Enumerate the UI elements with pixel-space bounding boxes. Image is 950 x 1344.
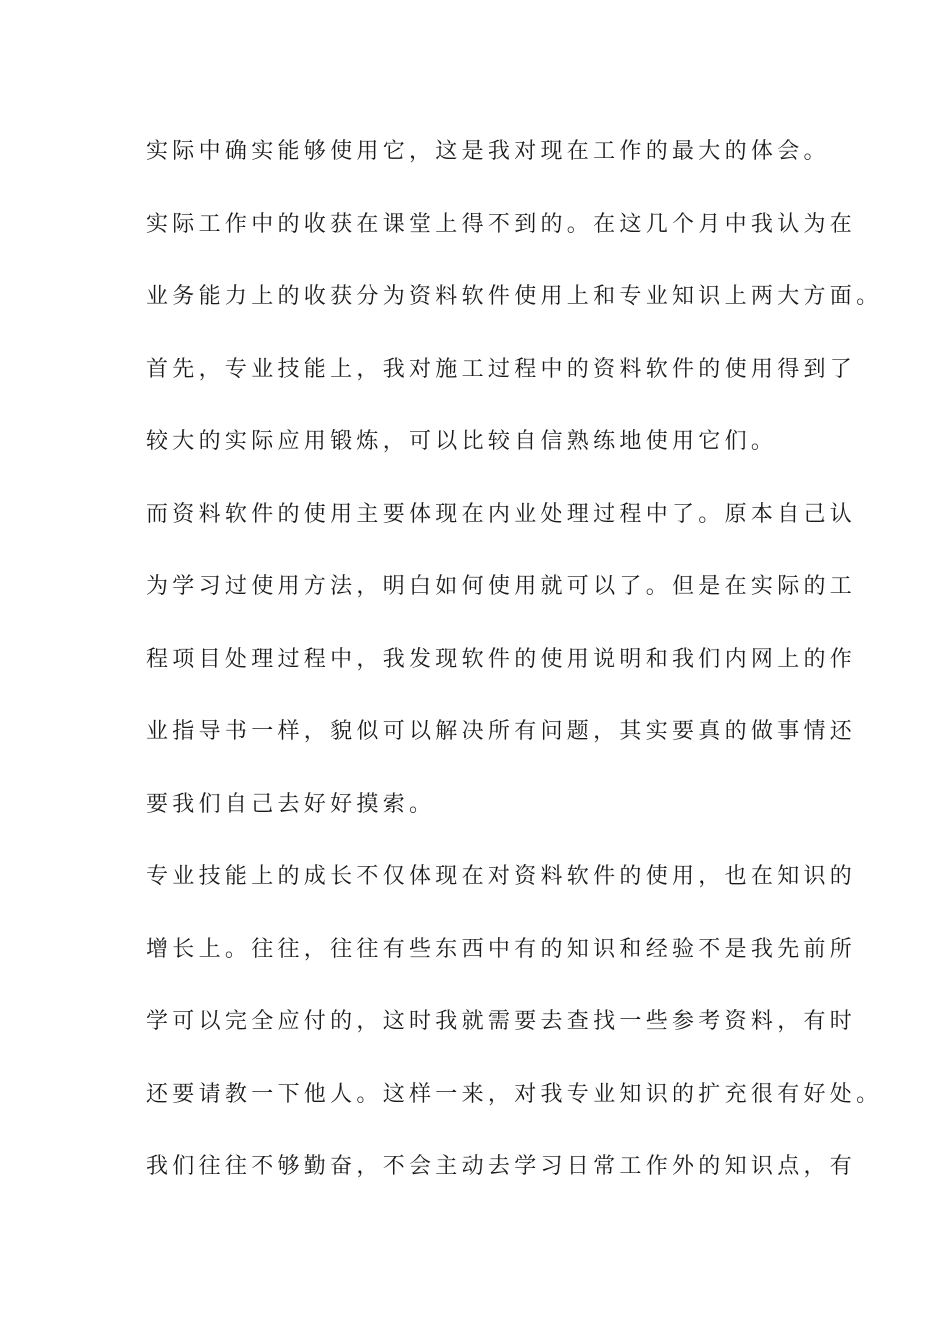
text-line: 程项目处理过程中，我发现软件的使用说明和我们内网上的作 <box>146 647 857 672</box>
text-line: 增长上。往往，往往有些东西中有的知识和经验不是我先前所 <box>146 937 857 962</box>
text-line: 较大的实际应用锻炼，可以比较自信熟练地使用它们。 <box>146 429 778 454</box>
text-line: 而资料软件的使用主要体现在内业处理过程中了。原本自己认 <box>146 502 857 527</box>
text-line: 业指导书一样，貌似可以解决所有问题，其实要真的做事情还 <box>146 719 857 744</box>
text-line: 我们往往不够勤奋，不会主动去学习日常工作外的知识点，有 <box>146 1154 857 1179</box>
text-line: 学可以完全应付的，这时我就需要去查找一些参考资料，有时 <box>146 1009 857 1034</box>
text-line: 为学习过使用方法，明白如何使用就可以了。但是在实际的工 <box>146 574 857 599</box>
text-line: 业务能力上的收获分为资料软件使用上和专业知识上两大方面。 <box>146 284 883 309</box>
text-line: 实际工作中的收获在课堂上得不到的。在这几个月中我认为在 <box>146 212 857 237</box>
text-line: 还要请教一下他人。这样一来，对我专业知识的扩充很有好处。 <box>146 1082 883 1107</box>
text-line: 要我们自己去好好摸索。 <box>146 792 436 817</box>
text-line: 实际中确实能够使用它，这是我对现在工作的最大的体会。 <box>146 139 830 164</box>
text-line: 首先，专业技能上，我对施工过程中的资料软件的使用得到了 <box>146 357 857 382</box>
text-line: 专业技能上的成长不仅体现在对资料软件的使用，也在知识的 <box>146 864 857 889</box>
